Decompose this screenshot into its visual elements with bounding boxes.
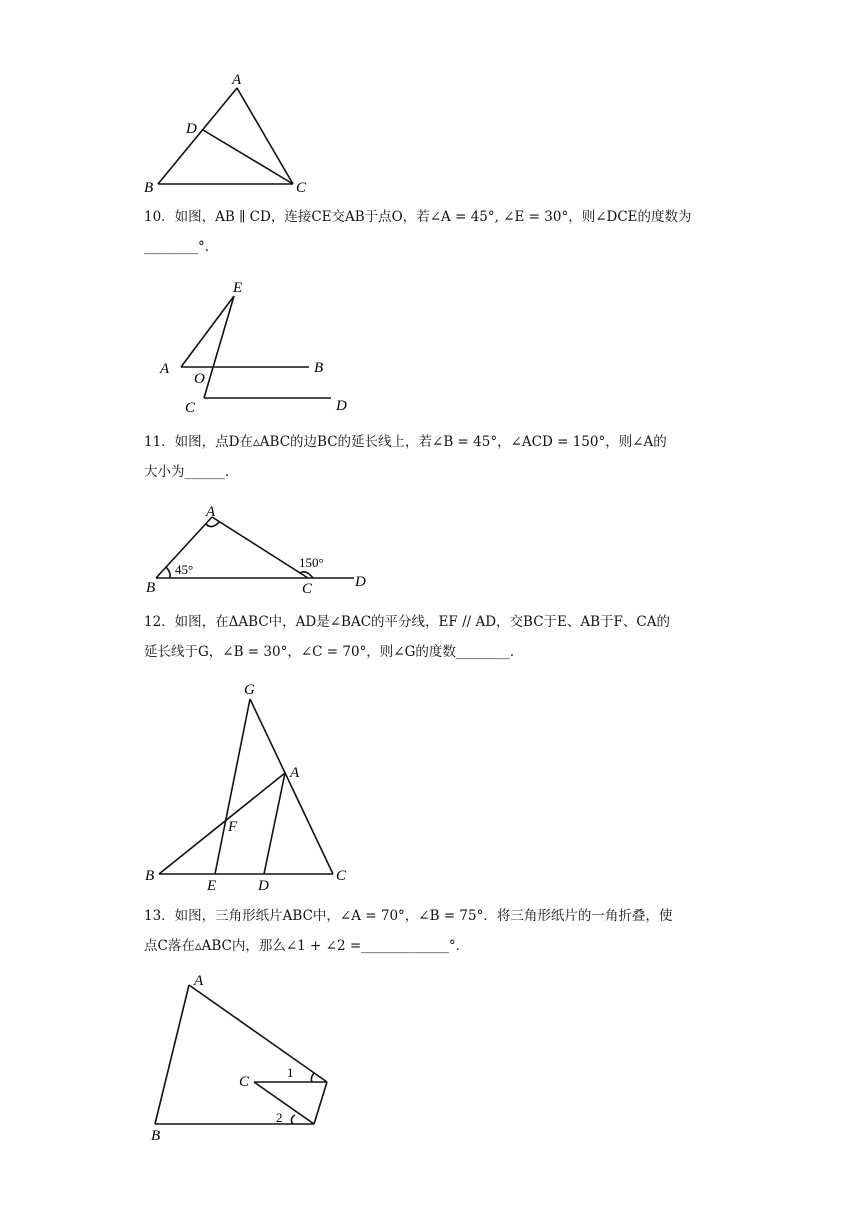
label-c: C: [185, 400, 196, 416]
angle-label-2: 2: [276, 1110, 283, 1125]
angle-c-value: 150°: [299, 555, 324, 570]
question-10-line-1: 10．如图，AB ∥ CD，连接CE交AB于点O，若∠A = 45°, ∠E = 30°，则∠DCE的度数为: [144, 209, 692, 225]
segment-ab: [155, 985, 189, 1124]
angle-label-1: 1: [287, 1065, 294, 1080]
angle-arc-1: [311, 1073, 314, 1082]
label-a: A: [232, 72, 242, 88]
label-d: D: [336, 398, 347, 414]
question-13-line-2: 点C落在▵ABC内，那么∠1 + ∠2 =_____________°．: [144, 938, 470, 954]
question-13-line-1: 13．如图，三角形纸片ABC中，∠A = 70°，∠B = 75°．将三角形纸片的一角折叠，使: [144, 908, 673, 924]
label-f: F: [228, 819, 238, 835]
label-a: A: [160, 361, 170, 377]
question-12-line-2: 延长线于G，∠B = 30°，∠C = 70°，则∠G的度数________．: [144, 644, 524, 660]
label-b: B: [144, 180, 154, 196]
label-c: C: [239, 1074, 250, 1090]
folded-edge-bottom: [254, 1082, 314, 1124]
label-c: C: [302, 581, 313, 597]
label-d: D: [258, 878, 269, 894]
question-12-line-1: 12．如图，在ΔABC中，AD是∠BAC的平分线，EF // AD，交BC于E、AB于F、CA的: [144, 614, 671, 630]
label-a: A: [194, 973, 204, 989]
label-b: B: [145, 868, 155, 884]
label-o: O: [194, 371, 205, 387]
label-d: D: [186, 121, 197, 137]
label-a: A: [206, 504, 216, 520]
label-b: B: [151, 1128, 161, 1144]
angle-b-value: 45°: [175, 562, 194, 577]
label-b: B: [146, 580, 156, 596]
label-g: G: [244, 682, 255, 698]
label-d: D: [355, 574, 366, 590]
label-a: A: [290, 765, 300, 781]
angle-arc-2: [291, 1115, 295, 1124]
segment-a-fold: [189, 985, 327, 1082]
label-c: C: [336, 868, 347, 884]
question-11-line-1: 11．如图，点D在▵ABC的边BC的延长线上，若∠B = 45°，∠ACD = 150°，则∠A的: [144, 434, 667, 450]
label-b: B: [314, 360, 324, 376]
label-e: E: [207, 878, 217, 894]
label-c: C: [296, 180, 307, 196]
label-e: E: [233, 280, 243, 296]
question-10-line-2: ________°．: [144, 239, 219, 255]
question-11-line-2: 大小为______．: [144, 464, 239, 480]
fold-line: [314, 1082, 327, 1124]
